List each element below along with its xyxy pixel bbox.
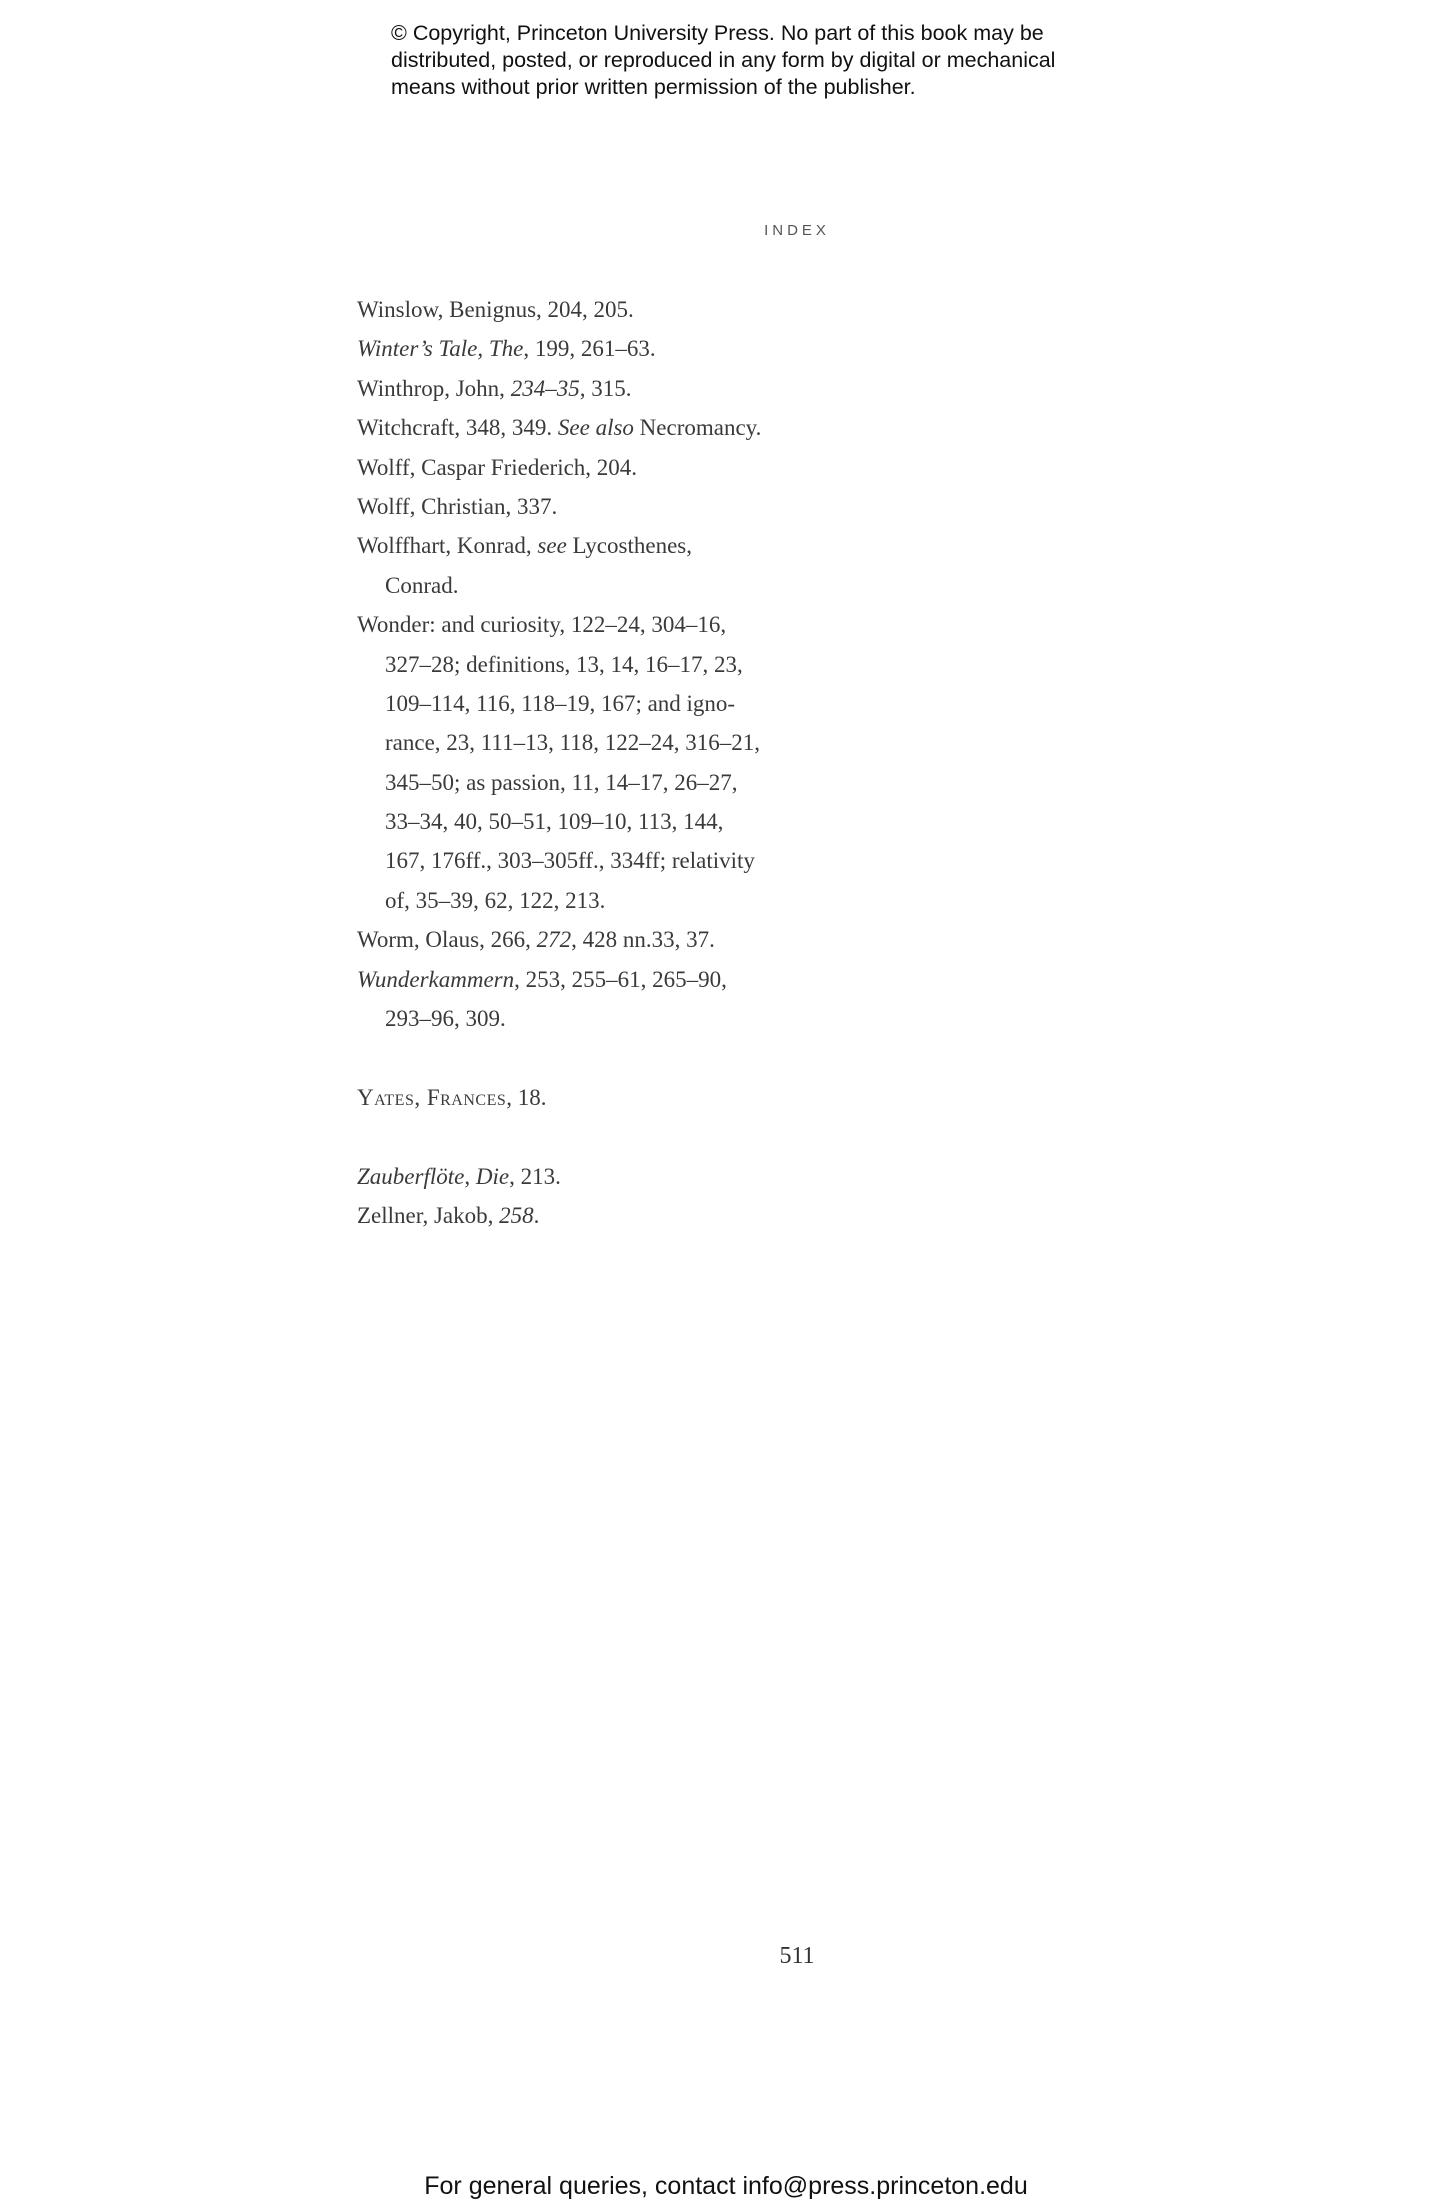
index-entry-wolffhart (357, 526, 917, 565)
entry-text: , (464, 1163, 476, 1189)
running-head: INDEX (764, 222, 830, 239)
index-entry-continuation: 167, 176ff., 303–305ff., 334ff; relativity (385, 848, 755, 874)
entry-title-italic: Winter’s Tale, The (357, 336, 524, 362)
entry-text: . (533, 1202, 540, 1228)
index-entry-worm (357, 920, 917, 959)
entry-text: Lycosthenes, (566, 533, 692, 559)
index-entry-zauberflote (357, 1157, 917, 1196)
index-entry-continuation: of, 35–39, 62, 122, 213. (385, 887, 606, 913)
index-entry-continuation: rance, 23, 111–13, 118, 122–24, 316–21, (385, 730, 760, 756)
entry-text: Wolffhart, Konrad, (357, 533, 538, 559)
index-entry-winthrop (357, 369, 917, 408)
index-entry-continuation: 327–28; definitions, 13, 14, 16–17, 23, (385, 651, 743, 677)
index-entry-zellner (357, 1196, 917, 1235)
copyright-line: means without prior written permission of the publisher. (391, 75, 916, 99)
index-entry-yates (357, 1078, 917, 1117)
entry-italic-pages: 234–35 (510, 375, 580, 401)
index-entry-wunderkammern (357, 960, 917, 999)
index-entry-wonder: Wonder: and curiosity, 122–24, 304–16, (357, 612, 727, 638)
footer-contact: For general queries, contact info@press.princeton.edu (424, 2172, 1028, 2200)
copyright-notice (391, 20, 1111, 101)
entry-pages: , 428 nn.33, 37. (571, 927, 715, 953)
entry-title-italic: Zauberflöte (357, 1163, 465, 1189)
section-gap (357, 1117, 917, 1156)
index-entry-continuation: Conrad. (385, 572, 459, 598)
entry-text: Zellner, Jakob, (357, 1202, 500, 1228)
index-entry-continuation: 33–34, 40, 50–51, 109–10, 113, 144, (385, 809, 724, 835)
entry-text: Winthrop, John, (357, 375, 511, 401)
entry-title-italic: Die (475, 1163, 510, 1189)
entry-cross-reference: See also (557, 415, 634, 441)
entry-pages: , 18. (506, 1084, 547, 1110)
entry-title-italic: Wunderkammern (357, 966, 515, 992)
index-entries (357, 290, 917, 1235)
index-entry-wolff-caspar: Wolff, Caspar Friederich, 204. (357, 454, 638, 480)
entry-small-caps-name: Yates, Frances (357, 1084, 507, 1110)
page-number: 511 (779, 1943, 815, 1969)
index-entry-witchcraft (357, 408, 917, 447)
entry-cross-reference: see (537, 533, 567, 559)
index-entry-continuation: 109–114, 116, 118–19, 167; and igno- (385, 690, 736, 716)
entry-text: Worm, Olaus, 266, (357, 927, 537, 953)
copyright-line: distributed, posted, or reproduced in any form by digital or mechanical (391, 48, 1056, 72)
section-gap (357, 1038, 917, 1077)
index-entry-continuation: 345–50; as passion, 11, 14–17, 26–27, (385, 769, 738, 795)
entry-text: Witchcraft, 348, 349. (357, 415, 558, 441)
entry-italic-pages: 258 (499, 1202, 534, 1228)
index-entry-winters-tale (357, 329, 917, 368)
entry-pages: , 213. (509, 1163, 561, 1189)
copyright-line: © Copyright, Princeton University Press. No part of this book may be (391, 21, 1044, 45)
index-entry-continuation: 293–96, 309. (385, 1006, 506, 1032)
index-entry-winslow: Winslow, Benignus, 204, 205. (357, 297, 634, 322)
entry-pages: , 253, 255–61, 265–90, (514, 966, 727, 992)
entry-italic-pages: 272 (536, 927, 572, 953)
entry-pages: , 199, 261–63. (523, 336, 656, 362)
index-entry-wolff-christian: Wolff, Christian, 337. (357, 493, 558, 519)
entry-text: Necromancy. (633, 415, 762, 441)
entry-pages: , 315. (579, 375, 632, 401)
